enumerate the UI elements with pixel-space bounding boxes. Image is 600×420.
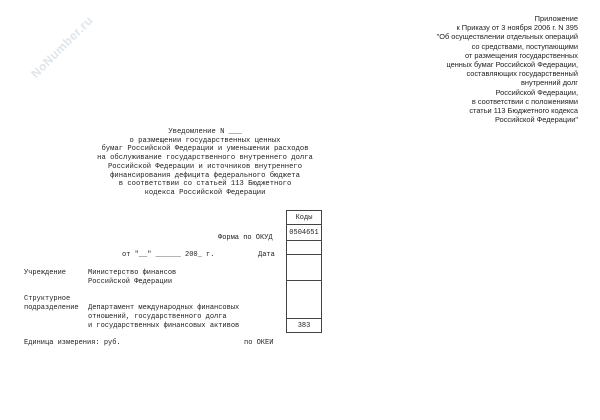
appendix-line: со средствами, поступающими <box>471 41 578 51</box>
structural-label: подразделение <box>24 304 79 312</box>
date-code-cell <box>287 241 322 255</box>
structural-label: Структурное <box>24 295 71 303</box>
appendix-line: внутренний долг <box>520 78 578 88</box>
appendix-line: Российской Федерации, <box>495 87 578 97</box>
codes-header: Коды <box>287 211 322 225</box>
institution-label: Учреждение <box>24 269 67 277</box>
okud-code-cell: 0504651 <box>287 225 322 241</box>
notice-line: на обслуживание государственного внутреннего долга <box>97 154 313 163</box>
appendix-line: составляющих государственный <box>466 69 578 79</box>
date-label: Дата <box>258 251 275 259</box>
okei-code-cell: 383 <box>287 319 322 333</box>
department-value: и государственных финансовых активов <box>88 322 240 330</box>
appendix-block <box>358 14 578 124</box>
appendix-line: ценных бумаг Российской Федерации, <box>446 60 578 70</box>
institution-code-cell <box>287 255 322 281</box>
notice-line: финансирования дефицита федерального бюджета <box>110 171 300 180</box>
okei-label: по ОКЕИ <box>244 339 274 347</box>
appendix-line: к Приказу от 3 ноября 2006 г. N 395 <box>456 23 578 33</box>
appendix-line: Российской Федерации" <box>495 115 578 125</box>
appendix-line: от размещения государственных <box>464 50 578 60</box>
notice-title-block <box>40 128 370 198</box>
institution-value: Министерство финансов <box>88 269 177 277</box>
form-okud-label: Форма по ОКУД <box>218 234 273 242</box>
appendix-line: в соответствии с положениями <box>471 96 578 106</box>
notice-line: Российской Федерации и источников внутреннего <box>107 162 303 171</box>
appendix-line: статьи 113 Бюджетного кодекса <box>469 106 578 116</box>
notice-line: в соответствии со статьей 113 Бюджетного <box>118 180 292 189</box>
appendix-line: "Об осуществлении отдельных операций <box>436 32 578 42</box>
notice-line: бумаг Российской Федерации и уменьшении расходов <box>101 145 309 154</box>
date-line: от "__" ______ 200_ г. <box>122 251 215 259</box>
notice-number: Уведомление N ___ <box>168 128 242 136</box>
department-value: отношений, государственного долга <box>88 313 227 321</box>
institution-value: Российской Федерации <box>88 278 173 286</box>
appendix-line: Приложение <box>534 14 578 23</box>
notice-line: кодекса Российской Федерации <box>144 188 266 197</box>
notice-line: о размещении государственных ценных <box>129 136 281 145</box>
watermark: NoNumber.ru <box>28 13 96 81</box>
department-value: Департамент международных финансовых <box>88 304 240 312</box>
department-code-cell <box>287 281 322 319</box>
unit-label: Единица измерения: руб. <box>24 339 121 347</box>
codes-table <box>286 210 322 333</box>
